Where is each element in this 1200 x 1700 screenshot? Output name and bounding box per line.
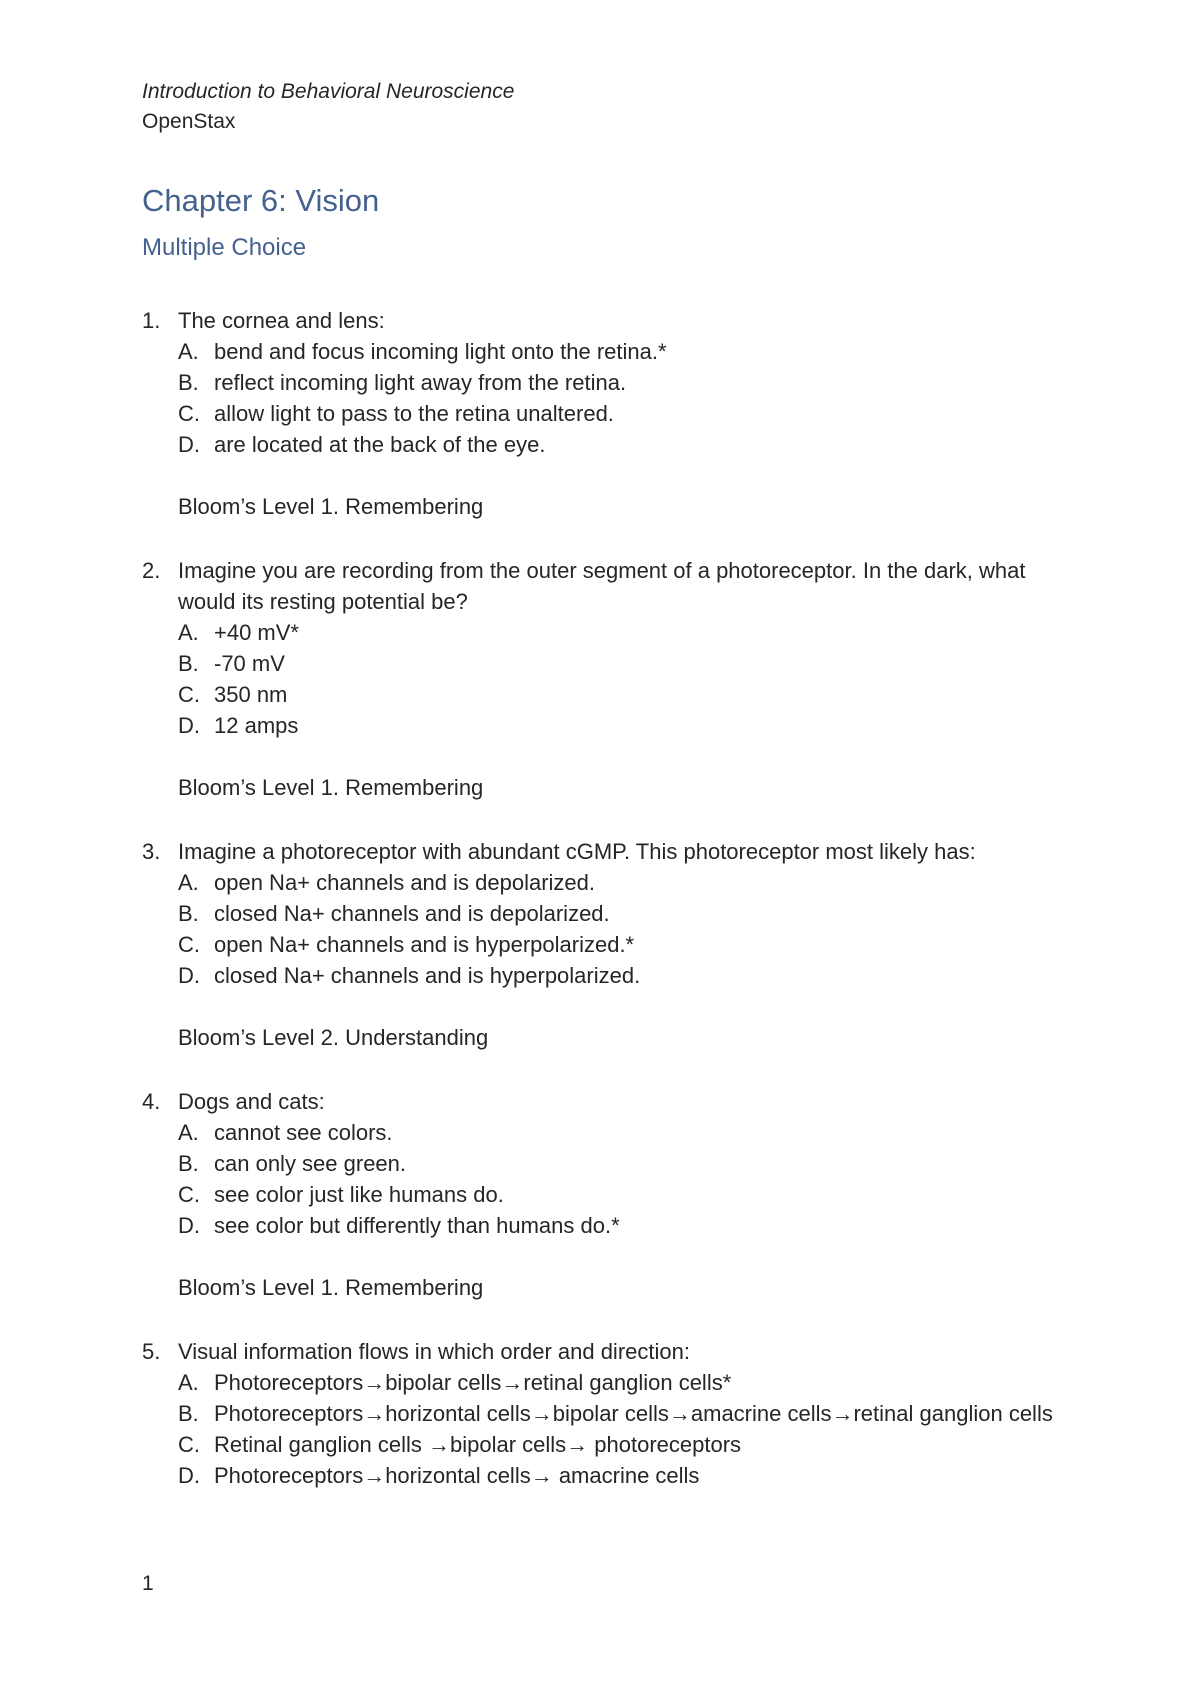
question-list xyxy=(142,305,1082,1491)
option-letter: C. xyxy=(178,401,200,426)
option-letter: D. xyxy=(178,432,200,457)
answer-options xyxy=(178,1117,1082,1241)
answer-options xyxy=(178,867,1082,991)
question-stem: Dogs and cats: xyxy=(178,1089,325,1114)
option-letter: A. xyxy=(178,620,199,645)
question-1 xyxy=(142,305,1082,522)
answer-option xyxy=(178,710,1082,741)
option-text: open Na+ channels and is hyperpolarized.* xyxy=(214,932,635,957)
option-letter: B. xyxy=(178,901,199,926)
question-number: 2. xyxy=(142,558,161,583)
option-letter: D. xyxy=(178,713,200,738)
answer-option xyxy=(178,679,1082,710)
option-letter: B. xyxy=(178,651,199,676)
answer-option xyxy=(178,929,1082,960)
question-5 xyxy=(142,1336,1082,1491)
option-letter: D. xyxy=(178,1213,200,1238)
option-letter: A. xyxy=(178,1370,199,1395)
section-title: Multiple Choice xyxy=(142,234,307,261)
option-text: allow light to pass to the retina unaltered. xyxy=(214,401,614,426)
answer-option xyxy=(178,398,1082,429)
answer-option xyxy=(178,960,1082,991)
answer-option xyxy=(178,1398,1082,1429)
book-title: Introduction to Behavioral Neuroscience xyxy=(142,80,515,103)
option-letter: C. xyxy=(178,1182,200,1207)
answer-option xyxy=(178,617,1082,648)
answer-option xyxy=(178,898,1082,929)
option-text: 12 amps xyxy=(214,713,299,738)
answer-option xyxy=(178,867,1082,898)
answer-options xyxy=(178,617,1082,741)
option-text: -70 mV xyxy=(214,651,285,676)
option-text: Photoreceptors→bipolar cells→retinal ganglion cells* xyxy=(214,1370,732,1395)
blooms-level: Bloom’s Level 2. Understanding xyxy=(178,1025,489,1050)
question-number: 1. xyxy=(142,308,161,333)
option-letter: A. xyxy=(178,339,199,364)
publisher: OpenStax xyxy=(142,110,236,133)
option-text: Photoreceptors→horizontal cells→ amacrine cells xyxy=(214,1463,700,1488)
option-text: closed Na+ channels and is hyperpolarized. xyxy=(214,963,641,988)
option-letter: B. xyxy=(178,1151,199,1176)
blooms-level: Bloom’s Level 1. Remembering xyxy=(178,494,484,519)
question-3 xyxy=(142,836,1082,1053)
question-number: 5. xyxy=(142,1339,161,1364)
answer-option xyxy=(178,1429,1082,1460)
option-text: see color just like humans do. xyxy=(214,1182,504,1207)
option-letter: C. xyxy=(178,682,200,707)
option-text: can only see green. xyxy=(214,1151,407,1176)
answer-option xyxy=(178,1117,1082,1148)
question-4 xyxy=(142,1086,1082,1303)
option-letter: A. xyxy=(178,870,199,895)
question-number: 4. xyxy=(142,1089,161,1114)
question-number: 3. xyxy=(142,839,161,864)
page-number: 1 xyxy=(142,1572,154,1595)
option-text: Retinal ganglion cells →bipolar cells→ photoreceptors xyxy=(214,1432,742,1457)
question-stem: Imagine a photoreceptor with abundant cGMP. This photoreceptor most likely has: xyxy=(178,839,976,864)
option-letter: B. xyxy=(178,370,199,395)
blooms-level: Bloom’s Level 1. Remembering xyxy=(178,1275,484,1300)
option-letter: D. xyxy=(178,963,200,988)
question-stem: Imagine you are recording from the outer segment of a photoreceptor. In the dark, what would its resting potential be? xyxy=(178,558,1026,614)
option-text: reflect incoming light away from the retina. xyxy=(214,370,627,395)
option-letter: C. xyxy=(178,932,200,957)
question-stem: Visual information flows in which order and direction: xyxy=(178,1339,690,1364)
option-text: 350 nm xyxy=(214,682,288,707)
answer-option xyxy=(178,1460,1082,1491)
option-text: bend and focus incoming light onto the retina.* xyxy=(214,339,667,364)
answer-option xyxy=(178,1179,1082,1210)
option-text: open Na+ channels and is depolarized. xyxy=(214,870,595,895)
option-text: are located at the back of the eye. xyxy=(214,432,546,457)
chapter-title: Chapter 6: Vision xyxy=(142,183,380,218)
answer-options xyxy=(178,1367,1082,1491)
option-letter: C. xyxy=(178,1432,200,1457)
answer-options xyxy=(178,336,1082,460)
question-2 xyxy=(142,555,1082,803)
question-stem: The cornea and lens: xyxy=(178,308,385,333)
answer-option xyxy=(178,367,1082,398)
option-text: Photoreceptors→horizontal cells→bipolar cells→amacrine cells→retinal ganglion cells xyxy=(214,1401,1053,1426)
option-text: +40 mV* xyxy=(214,620,299,645)
option-letter: B. xyxy=(178,1401,199,1426)
answer-option xyxy=(178,1148,1082,1179)
answer-option xyxy=(178,336,1082,367)
answer-option xyxy=(178,1210,1082,1241)
answer-option xyxy=(178,648,1082,679)
blooms-level: Bloom’s Level 1. Remembering xyxy=(178,775,484,800)
option-letter: D. xyxy=(178,1463,200,1488)
option-letter: A. xyxy=(178,1120,199,1145)
option-text: closed Na+ channels and is depolarized. xyxy=(214,901,610,926)
option-text: cannot see colors. xyxy=(214,1120,393,1145)
option-text: see color but differently than humans do.* xyxy=(214,1213,620,1238)
answer-option xyxy=(178,1367,1082,1398)
answer-option xyxy=(178,429,1082,460)
